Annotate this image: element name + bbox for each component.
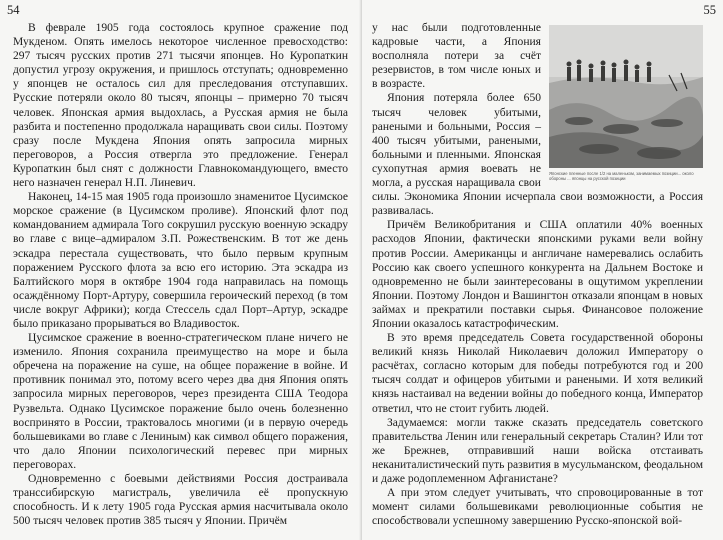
battlefield-photo [549, 25, 703, 168]
page-number-right: 55 [703, 3, 716, 17]
paragraph: Наконец, 14-15 мая 1905 года произошло знаменитое Цусимское морское сражение (в Цусимском проливе). Японский флот под командованием адмирала Того сокрушил русскую военную эскадру во главе с вице–адмиралом З.П. Рожественским. В тот же день эскадра перестала существовать, что было первым крупным поражением Русского флота за всю его историю. Эта эскадра из Балтийского моря в октябре 1904 года направилась на помощь осаждённому Порт-Артуру, совершила героический переход (в том числе вокруг Африки); когда Стессель сдал Порт–Артур, эскадре было приказано прорываться во Владивосток. [13, 191, 348, 330]
paragraph: В это время председатель Совета государственной обороны великий князь Николай Николаевич доложил Императору о расчётах, согласно которым для победы потребуются год и 200 тысяч солдат и офицеров убитыми и ранеными. И хотя великий князь настаивал на ведении войны до победного конца, Император ответил, что не стоит губить людей. [372, 332, 703, 415]
left-page-text [13, 21, 348, 528]
paragraph: В феврале 1905 года состоялось крупное сражение под Мукденом. Опять имелось некоторое численное превосходство: 297 тысяч русских против 271 тысячи японцев. Но Куропаткин допустил угрозу окружения, и пришлось отступать; одновременно у японцев не осталось сил для преследования отступавших. Русские потеряли около 80 тысяч, японцы – примерно 70 тысяч человек. Японская армия выдохлась, а Русская армия не была разбита и постепенно продолжала наращивать свои силы. Поэтому сразу после Мукдена Япония опять запросила мирных переговоров, а Россия отвергла это предложение. Генерал Куропаткин был снят с должности Главнокомандующего, вместо него назначен генерал Н.П. Линевич. [13, 22, 348, 190]
figure [549, 25, 703, 186]
paragraph: Задумаемся: могли также сказать председатель советского правительства Ленин или генеральный секретарь Сталин? Или тот же Брежнев, отправивший наши войска отстаивать неканиталистический путь развития в мусульманском, феодальном и даже родоплеменном Афганистане? [372, 416, 704, 485]
page-number-left: 54 [7, 3, 20, 17]
right-page [362, 0, 723, 540]
paragraph: у нас были подготовленные кадровые части, а Япония восполняла потери за счёт резервистов, в том числе юных и в возрасте. [372, 22, 541, 91]
left-page [0, 0, 361, 540]
paragraph: Цусимское сражение в военно-стратегическом плане ничего не изменило. Япония сохранила преимущество на море и была обречена на поражение на суше, на общее поражение в войне. И противник понимал это, потому всего через два дня Япония опять запросила мирных переговоров, через президента США Теодора Рузвельта. Однако Цусимское поражение было очень болезненно воспринято в России, трактовалось многими (и в первую очередь большевиками во главе с Лениным) как символ общего поражения, что дало Японии психологический перевес при мирных переговорах. [13, 332, 348, 471]
paragraph: Одновременно с боевыми действиями Россия достраивала транссибирскую магистраль, увеличила её пропускную способность. И к лету 1905 года Русская армия насчитывала около 500 тысяч человек против 385 тысяч у Японии. Причём [13, 473, 348, 528]
paragraph: Причём Великобритания и США оплатили 40% военных расходов Японии, фактически японскими руками вели войну против России. Американцы и англичане намеревались ослабить Россию как своего успешного конкурента на Дальнем Востоке и одновременно не были заинтересованы в ощутимом укреплении Японии. Поэтому Лондон и Вашингтон отказали японцам в новых займах и прекратили поставки сырья. Финансовое положение Японии оказалось катастрофическим. [372, 219, 703, 330]
figure-caption: Японские пленные после 1/2 на маленьком, занимаемых позиции... около обороны ... японцы на русской позиции [549, 171, 694, 181]
right-page-text [372, 21, 703, 528]
paragraph: А при этом следует учитывать, что спровоцированные в тот момент силами большевиками революционные события не способствовали успешному завершению Русско-японской вой- [372, 487, 703, 528]
paragraph: Япония потеряла более 650 тысяч человек убитыми, ранеными и больными, Россия – 400 тысяч убитыми, ранеными, больными и пленными. Японская сухопутная армия воевать не могла, а русская наращивала свои силы. Экономика Японии исчерпала свои возможности, а Россия развивалась. [372, 92, 703, 218]
